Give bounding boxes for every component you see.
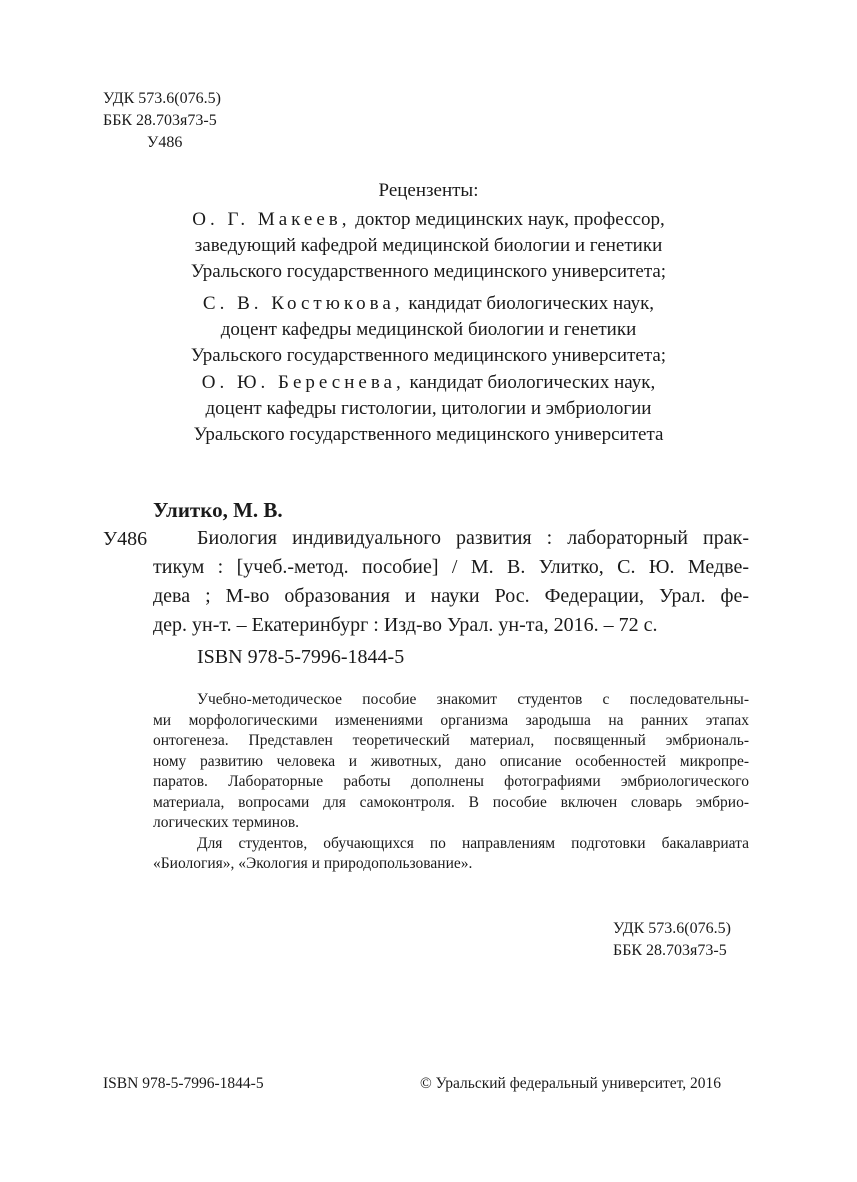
annotation-line: онтогенеза. Представлен теоретический материал, посвященный эмбриональ- bbox=[153, 732, 749, 749]
reviewer-line: доцент кафедры гистологии, цитологии и эмбриологии bbox=[205, 398, 652, 419]
annotation-paragraph-1 bbox=[153, 690, 749, 834]
annotation bbox=[153, 690, 749, 875]
reviewer-line: доцент кафедры медицинской биологии и генетики bbox=[220, 319, 637, 340]
annotation-line: паратов. Лабораторные работы дополнены фотографиями эмбриологического bbox=[153, 773, 749, 790]
footer-isbn: ISBN 978-5-7996-1844-5 bbox=[103, 1075, 264, 1092]
udk-code: УДК 573.6(076.5) bbox=[613, 920, 731, 937]
reviewer-1 bbox=[0, 207, 857, 285]
bib-line: тикум : [учеб.-метод. пособие] / М. В. Улитко, С. Ю. Медве- bbox=[153, 556, 749, 578]
annotation-line: «Биология», «Экология и природопользование». bbox=[153, 855, 473, 872]
reviewer-name: О. Ю. Береснева, bbox=[201, 372, 405, 393]
bbk-code: ББК 28.703я73-5 bbox=[613, 942, 727, 959]
bibliographic-description bbox=[153, 524, 749, 640]
catalog-code: У486 bbox=[103, 528, 148, 550]
author-heading: Улитко, М. В. bbox=[153, 498, 283, 522]
author-mark: У486 bbox=[147, 134, 183, 151]
reviewer-line: кандидат биологических наук, bbox=[408, 293, 655, 314]
reviewer-line: Уральского государственного медицинского университета bbox=[193, 424, 664, 445]
bib-line: дер. ун-т. – Екатеринбург : Изд-во Урал. ун-та, 2016. – 72 с. bbox=[153, 614, 658, 636]
reviewer-line: заведующий кафедрой медицинской биологии и генетики bbox=[194, 235, 663, 256]
bbk-code: ББК 28.703я73-5 bbox=[103, 112, 217, 129]
annotation-line: ми морфологическими изменениями организма зародыша на ранних этапах bbox=[153, 711, 749, 729]
bib-line: Биология индивидуального развития : лабораторный прак- bbox=[197, 527, 749, 549]
udk-code: УДК 573.6(076.5) bbox=[103, 90, 221, 107]
reviewer-name: О. Г. Макеев, bbox=[192, 209, 351, 230]
annotation-line: материала, вопросами для самоконтроля. В пособие включен словарь эмбрио- bbox=[153, 793, 749, 811]
classification-top bbox=[103, 88, 221, 154]
reviewer-3 bbox=[0, 370, 857, 448]
annotation-line: Учебно-методическое пособие знакомит студентов с последовательны- bbox=[197, 691, 749, 708]
reviewer-line: Уральского государственного медицинского университета; bbox=[190, 345, 667, 366]
reviewer-1-line-1 bbox=[0, 207, 857, 233]
reviewer-line: кандидат биологических наук, bbox=[409, 372, 656, 393]
reviewer-line: Уральского государственного медицинского университета; bbox=[190, 261, 667, 282]
copyright: © Уральский федеральный университет, 2016 bbox=[420, 1075, 722, 1092]
reviewer-line: доктор медицинских наук, профессор, bbox=[355, 209, 665, 230]
reviewers-title: Рецензенты: bbox=[378, 180, 479, 201]
annotation-line: логических терминов. bbox=[153, 814, 300, 831]
reviewer-name: С. В. Костюкова, bbox=[202, 293, 404, 314]
annotation-line: Для студентов, обучающихся по направлениям подготовки бакалавриата bbox=[197, 834, 749, 852]
classification-bottom bbox=[613, 918, 731, 962]
reviewer-2 bbox=[0, 291, 857, 369]
annotation-line: ному развитию человека и животных, дано описание особенностей микропре- bbox=[153, 752, 749, 770]
reviewer-2-line-1 bbox=[0, 291, 857, 317]
annotation-paragraph-2 bbox=[153, 834, 749, 875]
isbn: ISBN 978-5-7996-1844-5 bbox=[197, 646, 405, 668]
reviewer-3-line-1 bbox=[0, 370, 857, 396]
bib-line: дева ; М-во образования и науки Рос. Федерации, Урал. фе- bbox=[153, 585, 749, 607]
